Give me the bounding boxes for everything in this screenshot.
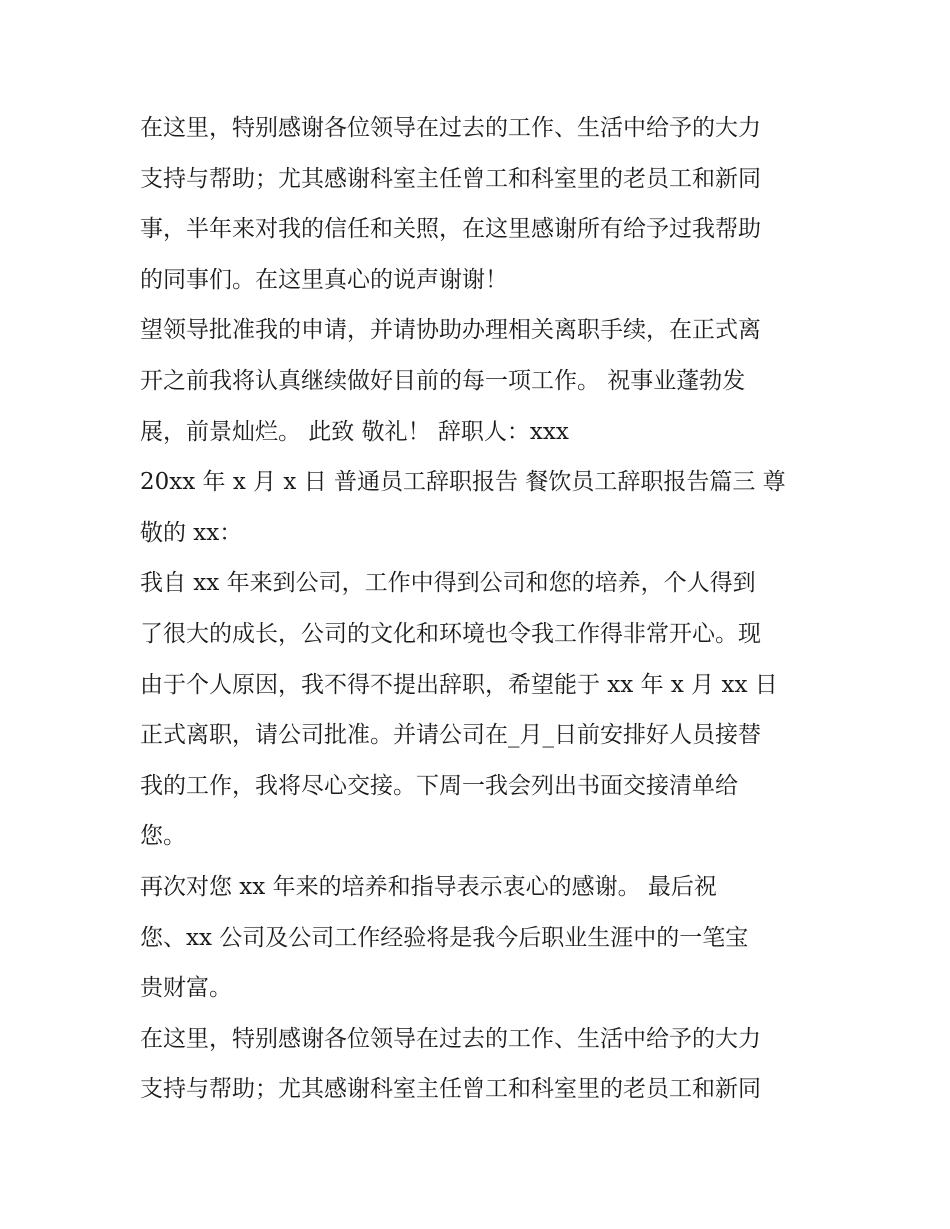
text-line: 我的工作，我将尽心交接。下周一我会列出书面交接清单给 — [140, 772, 738, 799]
text-line: 由于个人原因，我不得不提出辞职，希望能于 xx 年 x 月 xx 日 — [140, 671, 778, 698]
text-line: 贵财富。 — [140, 975, 232, 1002]
text-line: 事，半年来对我的信任和关照，在这里感谢所有给予过我帮助 — [140, 216, 761, 243]
text-line: 开之前我将认真继续做好目前的每一项工作。 祝事业蓬勃发 — [140, 367, 746, 394]
document-body — [140, 103, 830, 1115]
text-line: 了很大的成长，公司的文化和环境也令我工作得非常开心。现 — [140, 620, 761, 647]
text-line: 正式离职，请公司批准。并请公司在_月_日前安排好人员接替 — [140, 722, 761, 749]
text-line: 您、xx 公司及公司工作经验将是我今后职业生涯中的一笔宝 — [140, 924, 749, 951]
text-line: 20xx 年 x 月 x 日 普通员工辞职报告 餐饮员工辞职报告篇三 尊 — [140, 469, 786, 496]
text-line: 支持与帮助；尤其感谢科室主任曾工和科室里的老员工和新同 — [140, 1076, 761, 1103]
text-line: 再次对您 xx 年来的培养和指导表示衷心的感谢。 最后祝 — [140, 873, 717, 900]
text-line: 在这里，特别感谢各位领导在过去的工作、生活中给予的大力 — [140, 1025, 761, 1052]
text-line: 我自 xx 年来到公司，工作中得到公司和您的培养，个人得到 — [140, 570, 756, 597]
text-line: 望领导批准我的申请，并请协助办理相关离职手续，在正式离 — [140, 317, 761, 344]
text-line: 展，前景灿烂。 此致 敬礼！ 辞职人：xxx — [140, 418, 569, 445]
text-line: 支持与帮助；尤其感谢科室主任曾工和科室里的老员工和新同 — [140, 165, 761, 192]
text-line: 在这里，特别感谢各位领导在过去的工作、生活中给予的大力 — [140, 115, 761, 141]
text-line: 的同事们。在这里真心的说声谢谢！ — [140, 266, 508, 293]
text-line: 您。 — [140, 823, 186, 850]
text-line: 敬的 xx： — [140, 519, 243, 546]
